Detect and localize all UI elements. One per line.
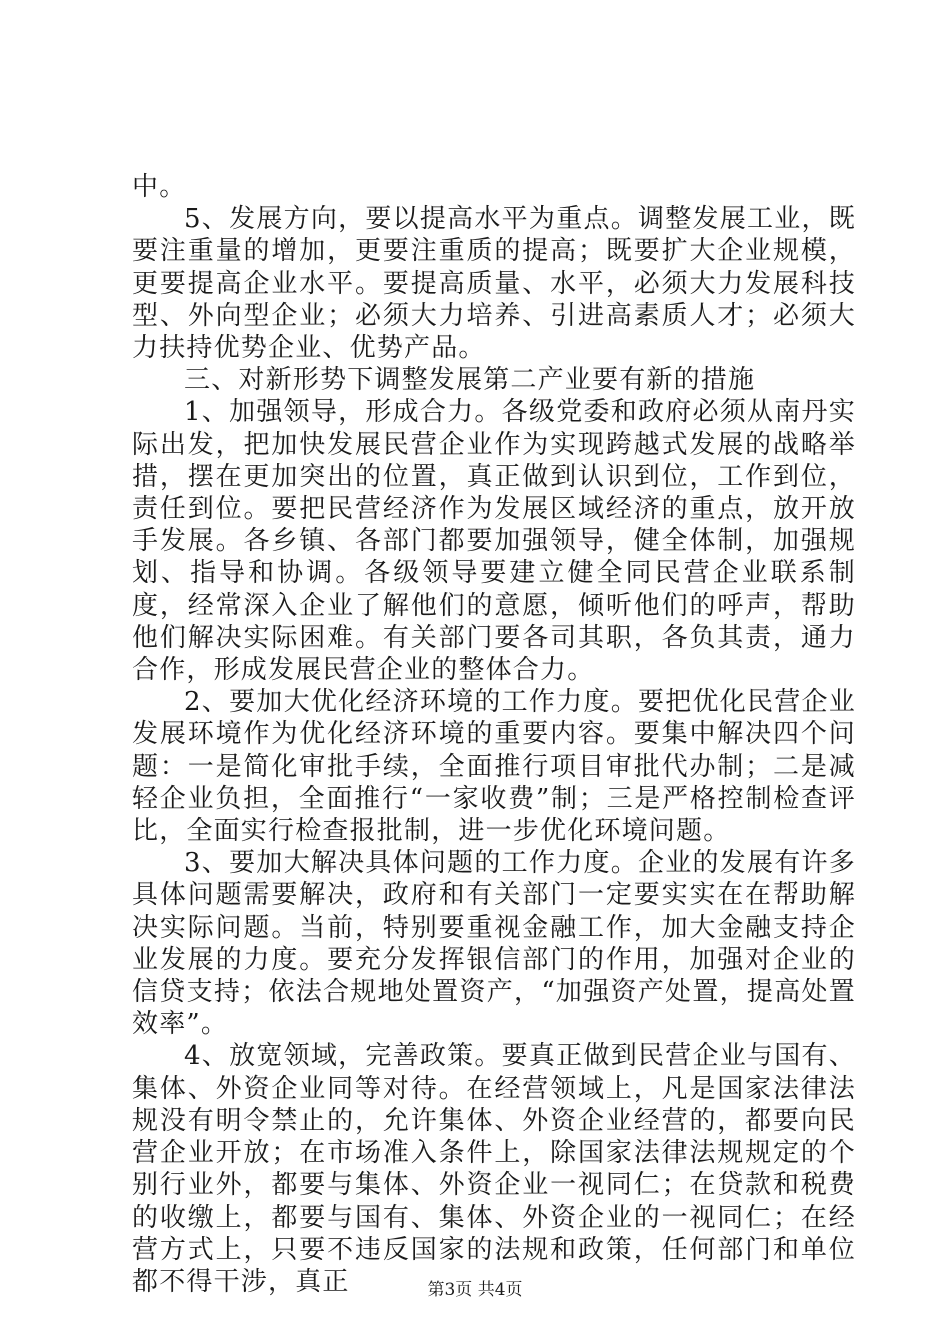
paragraph-continuation: 中。 <box>132 172 187 202</box>
section-heading-measures: 三、对新形势下调整发展第二产业要有新的措施 <box>184 365 756 396</box>
paragraph-specific-problems: 3、要加大解决具体问题的工作力度。企业的发展有许多具体问题需要解决，政府和有关部门一定要实实在在帮助解决实际问题。当前，特别要重视金融工作，加大金融支持企业发展的力度。要充分发挥银信部门的作用，加强对企业的信贷支持；依法合规地处置资产，“加强资产处置，提高处置效率”。 <box>132 848 856 1040</box>
paragraph-policy: 4、放宽领域，完善政策。要真正做到民营企业与国有、集体、外资企业同等对待。在经营领域上，凡是国家法律法规没有明令禁止的，允许集体、外资企业经营的，都要向民营企业开放；在市场准入条件上，除国家法律法规规定的个别行业外，都要与集体、外资企业一视同仁；在贷款和税费的收缴上，都要与国有、集体、外资企业的一视同仁；在经营方式上，只要不违反国家的法规和政策，任何部门和单位都不得干涉，真正 <box>132 1041 856 1297</box>
paragraph-development-direction: 5、发展方向，要以提高水平为重点。调整发展工业，既要注重量的增加，更要注重质的提高；既要扩大企业规模，更要提高企业水平。要提高质量、水平，必须大力发展科技型、外向型企业；必须大力培养、引进高素质人才；必须大力扶持优势企业、优势产品。 <box>132 204 856 364</box>
page-number-footer: 第3页 共4页 <box>427 1280 523 1300</box>
paragraph-leadership: 1、加强领导，形成合力。各级党委和政府必须从南丹实际出发，把加快发展民营企业作为实现跨越式发展的战略举措，摆在更加突出的位置，真正做到认识到位，工作到位，责任到位。要把民营经济作为发展区域经济的重点，放开放手发展。各乡镇、各部门都要加强领导，健全体制，加强规划、指导和协调。各级领导要建立健全同民营企业联系制度，经常深入企业了解他们的意愿，倾听他们的呼声，帮助他们解决实际困难。有关部门要各司其职，各负其责，通力合作，形成发展民营企业的整体合力。 <box>132 397 856 686</box>
document-body <box>132 171 856 1298</box>
paragraph-economic-environment: 2、要加大优化经济环境的工作力度。要把优化民营企业发展环境作为优化经济环境的重要内容。要集中解决四个问题：一是简化审批手续，全面推行项目审批代办制；二是减轻企业负担，全面推行“一家收费”制；三是严格控制检查评比，全面实行检查报批制，进一步优化环境问题。 <box>132 687 856 847</box>
